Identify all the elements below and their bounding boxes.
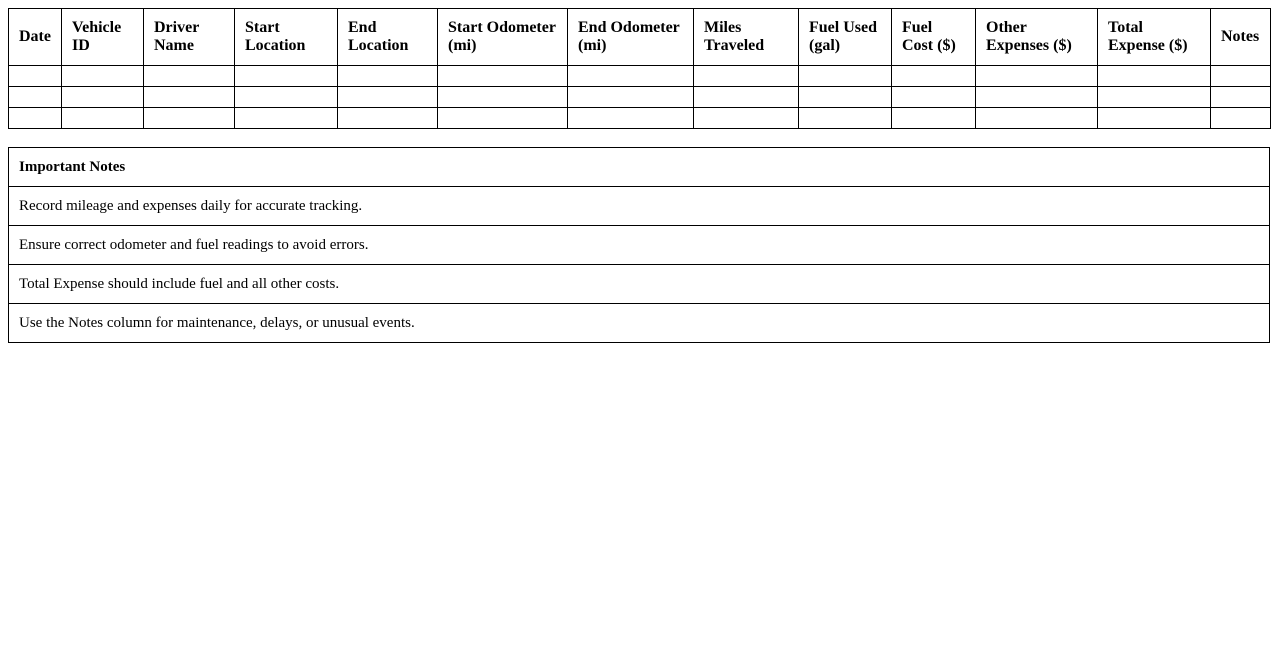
column-header-date: Date xyxy=(9,9,62,66)
cell-end-odometer[interactable] xyxy=(568,66,694,87)
column-header-miles-traveled: Miles Traveled xyxy=(694,9,799,66)
cell-start-odometer[interactable] xyxy=(438,108,568,129)
note-row xyxy=(9,226,1270,265)
cell-vehicle-id[interactable] xyxy=(62,87,144,108)
cell-start-odometer[interactable] xyxy=(438,87,568,108)
cell-miles-traveled[interactable] xyxy=(694,66,799,87)
column-header-fuel-used: Fuel Used (gal) xyxy=(799,9,892,66)
cell-driver-name[interactable] xyxy=(144,108,235,129)
cell-other-expenses[interactable] xyxy=(976,108,1098,129)
column-header-notes: Notes xyxy=(1211,9,1271,66)
cell-start-location[interactable] xyxy=(235,108,338,129)
note-row xyxy=(9,265,1270,304)
notes-heading: Important Notes xyxy=(9,148,1270,187)
important-notes-table xyxy=(8,147,1270,343)
cell-miles-traveled[interactable] xyxy=(694,87,799,108)
column-header-fuel-cost: Fuel Cost ($) xyxy=(892,9,976,66)
cell-total-expense[interactable] xyxy=(1098,108,1211,129)
cell-driver-name[interactable] xyxy=(144,66,235,87)
cell-notes[interactable] xyxy=(1211,108,1271,129)
cell-end-odometer[interactable] xyxy=(568,108,694,129)
cell-total-expense[interactable] xyxy=(1098,66,1211,87)
cell-end-odometer[interactable] xyxy=(568,87,694,108)
column-header-vehicle-id: Vehicle ID xyxy=(62,9,144,66)
cell-date[interactable] xyxy=(9,87,62,108)
note-row xyxy=(9,304,1270,343)
cell-notes[interactable] xyxy=(1211,87,1271,108)
cell-date[interactable] xyxy=(9,66,62,87)
cell-end-location[interactable] xyxy=(338,87,438,108)
cell-fuel-used[interactable] xyxy=(799,87,892,108)
table-row xyxy=(9,108,1271,129)
cell-fuel-used[interactable] xyxy=(799,108,892,129)
column-header-start-location: Start Location xyxy=(235,9,338,66)
note-row xyxy=(9,187,1270,226)
cell-vehicle-id[interactable] xyxy=(62,108,144,129)
cell-other-expenses[interactable] xyxy=(976,87,1098,108)
column-header-driver-name: Driver Name xyxy=(144,9,235,66)
cell-fuel-cost[interactable] xyxy=(892,87,976,108)
cell-start-location[interactable] xyxy=(235,66,338,87)
cell-fuel-used[interactable] xyxy=(799,66,892,87)
cell-start-odometer[interactable] xyxy=(438,66,568,87)
mileage-log-table xyxy=(8,8,1271,129)
notes-heading-row xyxy=(9,148,1270,187)
cell-start-location[interactable] xyxy=(235,87,338,108)
column-header-end-location: End Location xyxy=(338,9,438,66)
cell-notes[interactable] xyxy=(1211,66,1271,87)
cell-fuel-cost[interactable] xyxy=(892,108,976,129)
note-item: Use the Notes column for maintenance, delays, or unusual events. xyxy=(9,304,1270,343)
note-item: Record mileage and expenses daily for accurate tracking. xyxy=(9,187,1270,226)
cell-driver-name[interactable] xyxy=(144,87,235,108)
cell-date[interactable] xyxy=(9,108,62,129)
table-row xyxy=(9,87,1271,108)
column-header-start-odometer: Start Odometer (mi) xyxy=(438,9,568,66)
column-header-other-expenses: Other Expenses ($) xyxy=(976,9,1098,66)
cell-total-expense[interactable] xyxy=(1098,87,1211,108)
cell-end-location[interactable] xyxy=(338,66,438,87)
cell-end-location[interactable] xyxy=(338,108,438,129)
table-row xyxy=(9,66,1271,87)
note-item: Total Expense should include fuel and all other costs. xyxy=(9,265,1270,304)
cell-vehicle-id[interactable] xyxy=(62,66,144,87)
column-header-total-expense: Total Expense ($) xyxy=(1098,9,1211,66)
table-header-row xyxy=(9,9,1271,66)
cell-fuel-cost[interactable] xyxy=(892,66,976,87)
cell-miles-traveled[interactable] xyxy=(694,108,799,129)
column-header-end-odometer: End Odometer (mi) xyxy=(568,9,694,66)
note-item: Ensure correct odometer and fuel readings to avoid errors. xyxy=(9,226,1270,265)
cell-other-expenses[interactable] xyxy=(976,66,1098,87)
